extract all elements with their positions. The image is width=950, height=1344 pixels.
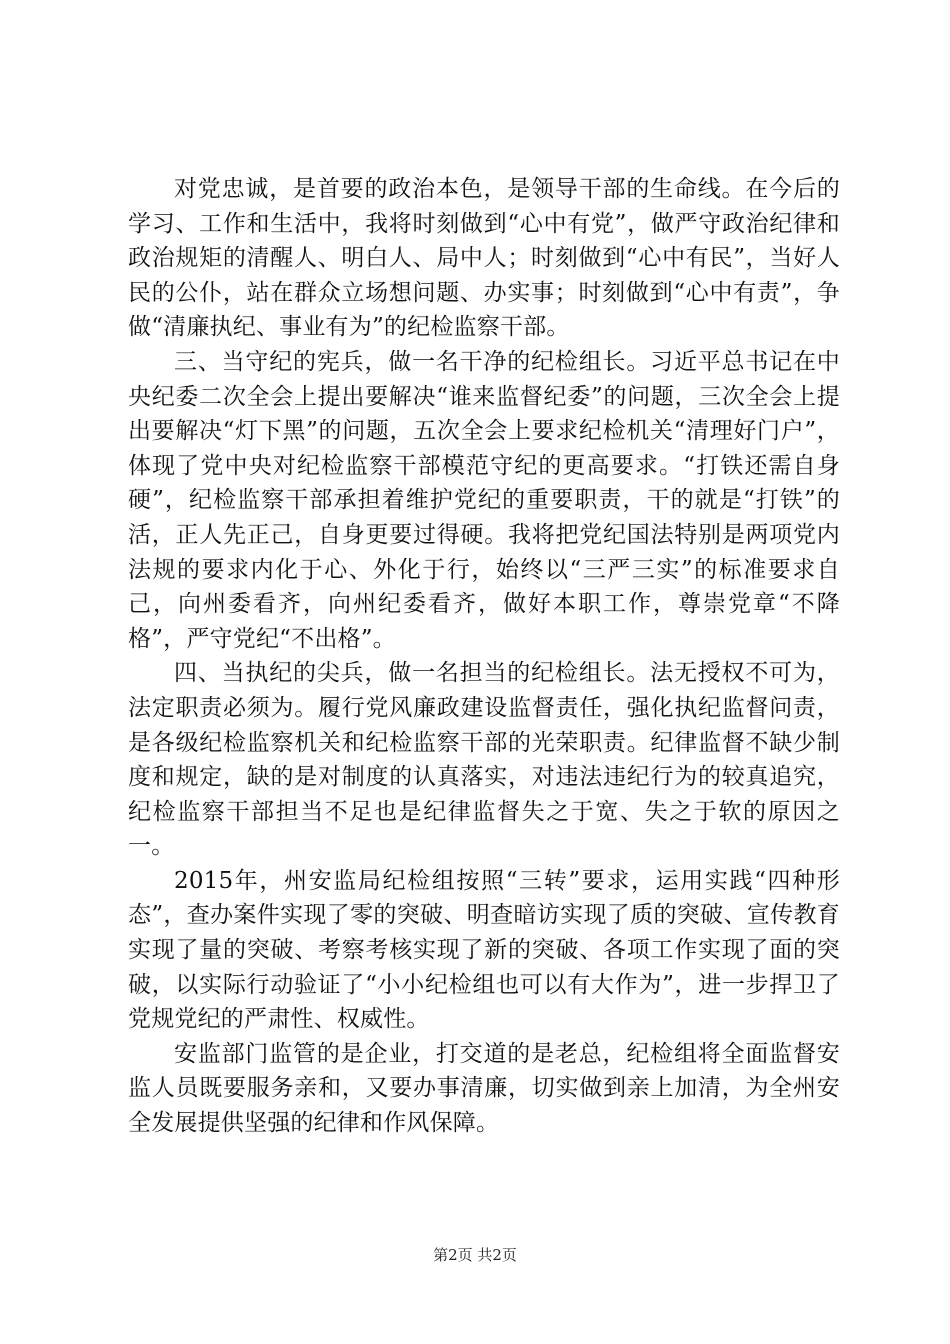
paragraph-supervision: 安监部门监管的是企业，打交道的是老总，纪检组将全面监督安监人员既要服务亲和，又要办事清廉，切实做到亲上加清，为全州安全发展提供坚强的纪律和作风保障。 [128, 1040, 840, 1137]
document-body [128, 172, 840, 1141]
paragraph-section-four: 四、当执纪的尖兵，做一名担当的纪检组长。法无授权不可为，法定职责必须为。履行党风廉政建设监督责任，强化执纪监督问责，是各级纪检监察机关和纪检监察干部的光荣职责。纪律监督不缺少制度和规定，缺的是对制度的认真落实，对违法违纪行为的较真追究，纪检监察干部担当不足也是纪律监督失之于宽、失之于软的原因之一。 [128, 660, 840, 860]
page-number-footer: 第2页 共2页 [433, 1246, 517, 1264]
paragraph-section-three: 三、当守纪的宪兵，做一名干净的纪检组长。习近平总书记在中央纪委二次全会上提出要解决“谁来监督纪委”的问题，三次全会上提出要解决“灯下黑”的问题，五次全会上要求纪检机关“清理好门户”，体现了党中央对纪检监察干部模范守纪的更高要求。“打铁还需自身硬”，纪检监察干部承担着维护党纪的重要职责，干的就是“打铁”的活，正人先正己，自身更要过得硬。我将把党纪国法特别是两项党内法规的要求内化于心、外化于行，始终以“三严三实”的标准要求自己，向州委看齐，向州纪委看齐，做好本职工作，尊崇党章“不降格”，严守党纪“不出格”。 [128, 348, 840, 652]
paragraph-loyalty: 对党忠诚，是首要的政治本色，是领导干部的生命线。在今后的学习、工作和生活中，我将时刻做到“心中有党”，做严守政治纪律和政治规矩的清醒人、明白人、局中人；时刻做到“心中有民”，当好人民的公仆，站在群众立场想问题、办实事；时刻做到“心中有责”，争做“清廉执纪、事业有为”的纪检监察干部。 [128, 176, 840, 341]
paragraph-2015-results: 2015年，州安监局纪检组按照“三转”要求，运用实践“四种形态”，查办案件实现了零的突破、明查暗访实现了质的突破、宣传教育实现了量的突破、考察考核实现了新的突破、各项工作实现了面的突破，以实际行动验证了“小小纪检组也可以有大作为”，进一步捍卫了党规党纪的严肃性、权威性。 [128, 867, 840, 1033]
